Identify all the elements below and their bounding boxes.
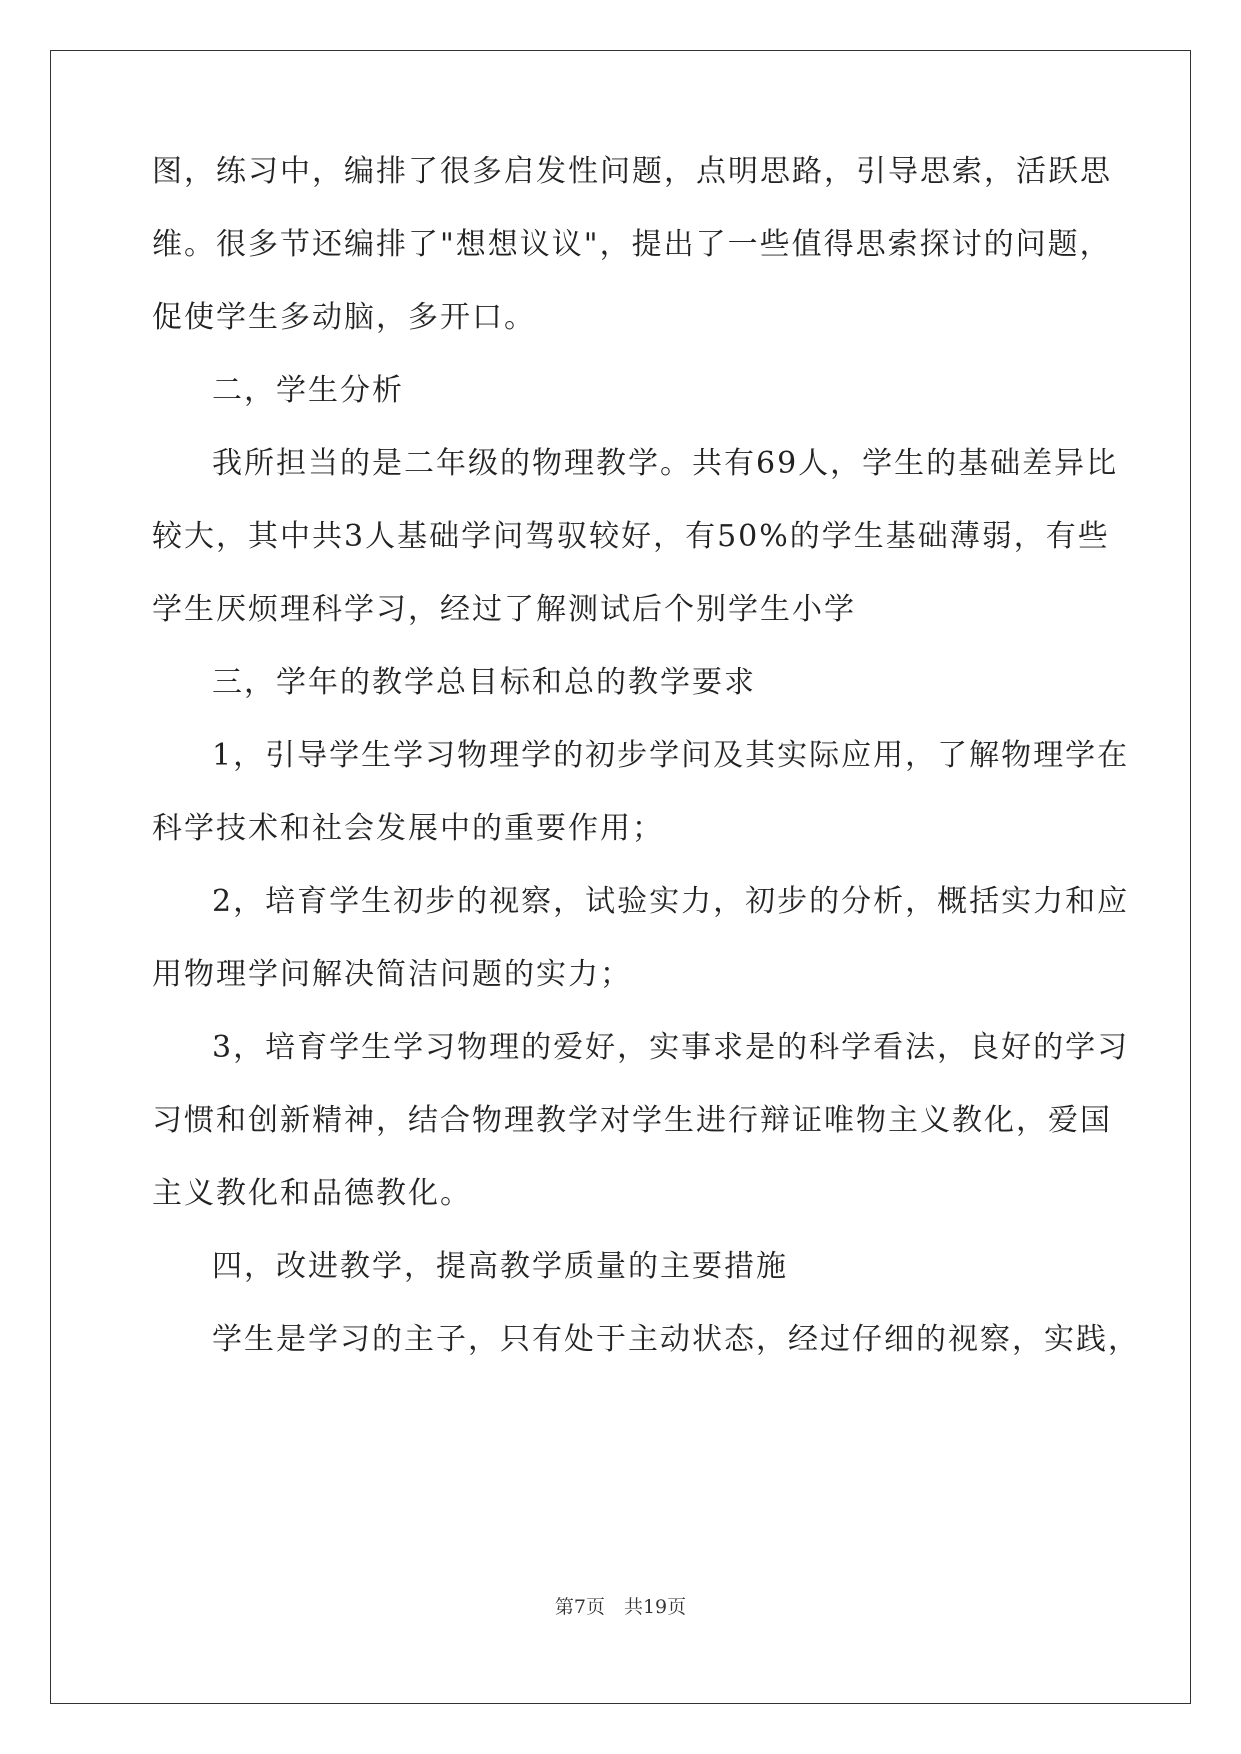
- body-line: 学生厌烦理科学习，经过了解测试后个别学生小学: [152, 592, 856, 627]
- body-line: 学生是学习的主子，只有处于主动状态，经过仔细的视察，实践，: [212, 1322, 1140, 1357]
- page-number-footer: 第7页 共19页: [554, 1596, 687, 1618]
- list-item: 3，培育学生学习物理的爱好，实事求是的科学看法，良好的学习: [212, 1030, 1130, 1065]
- section-heading: 二，学生分析: [212, 373, 404, 408]
- body-line: 图，练习中，编排了很多启发性问题，点明思路，引导思索，活跃思: [152, 154, 1112, 189]
- body-line: 科学技术和社会发展中的重要作用；: [152, 811, 664, 846]
- list-item: 1，引导学生学习物理学的初步学问及其实际应用，了解物理学在: [212, 738, 1130, 773]
- section-heading: 四，改进教学，提高教学质量的主要措施: [212, 1249, 788, 1284]
- body-line: 用物理学问解决简洁问题的实力；: [152, 957, 632, 992]
- body-line: 习惯和创新精神，结合物理教学对学生进行辩证唯物主义教化，爱国: [152, 1103, 1112, 1138]
- body-line: 促使学生多动脑，多开口。: [152, 300, 536, 335]
- section-heading: 三，学年的教学总目标和总的教学要求: [212, 665, 756, 700]
- body-line: 主义教化和品德教化。: [152, 1176, 472, 1211]
- body-line: 维。很多节还编排了"想想议议"，提出了一些值得思索探讨的问题，: [152, 227, 1112, 262]
- list-item: 2，培育学生初步的视察，试验实力，初步的分析，概括实力和应: [212, 884, 1130, 919]
- body-line: 较大，其中共3人基础学问驾驭较好，有50%的学生基础薄弱，有些: [152, 519, 1110, 554]
- body-line: 我所担当的是二年级的物理教学。共有69人，学生的基础差异比: [212, 446, 1119, 481]
